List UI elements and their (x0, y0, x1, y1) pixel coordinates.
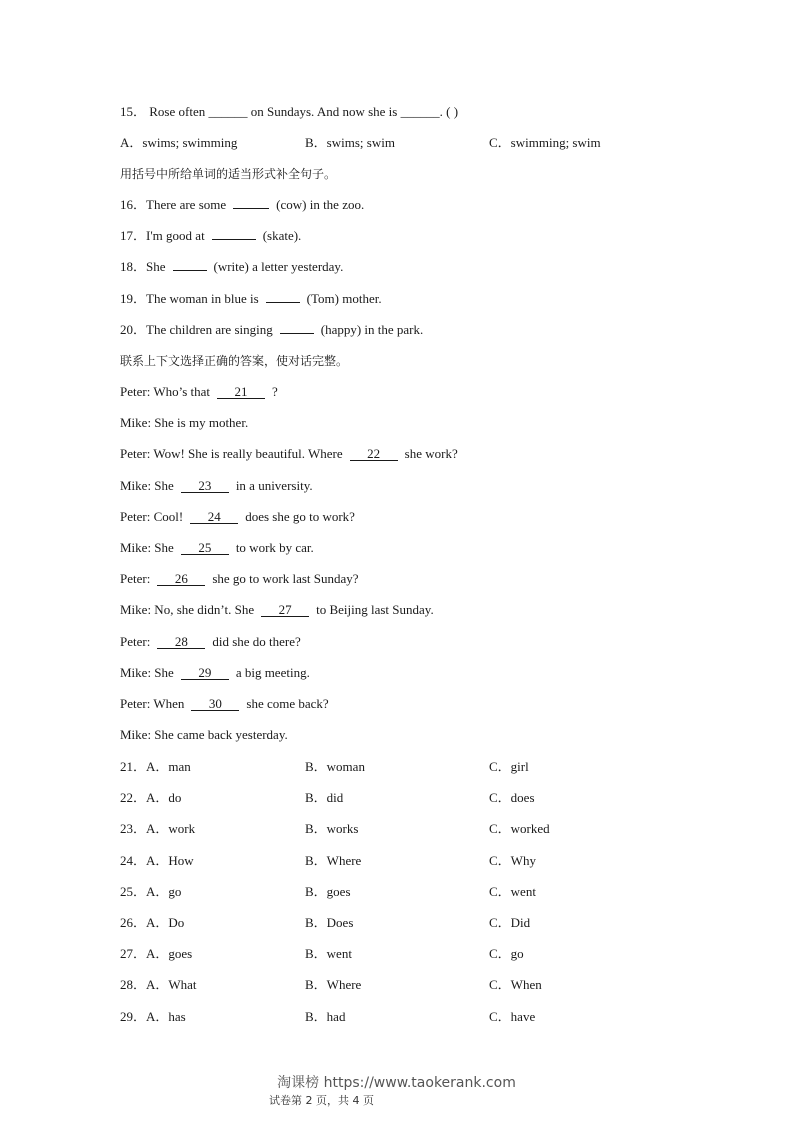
choice-option-b[interactable]: B．woman (305, 759, 365, 774)
question-number: 20． (120, 321, 147, 337)
sentence-text: She (146, 259, 166, 275)
choice-option-a[interactable]: 26．A．Do (120, 915, 185, 930)
dialog-text: she go to work last Sunday? (212, 571, 359, 587)
dialog-text: to Beijing last Sunday. (316, 602, 434, 618)
choice-option-c[interactable]: C．Why (489, 852, 536, 868)
numbered-blank[interactable]: 29 (181, 666, 229, 680)
sentence-text: The woman in blue is (146, 290, 259, 306)
hint-text: (write) a letter yesterday. (213, 259, 344, 275)
fill-item (120, 197, 364, 213)
numbered-blank[interactable]: 22 (350, 447, 398, 461)
numbered-blank[interactable]: 28 (157, 635, 205, 649)
choice-option-c[interactable]: C．worked (489, 821, 550, 837)
choice-option-a[interactable]: 24．A．How (120, 852, 194, 868)
blank[interactable]: ______ (400, 104, 440, 119)
fill-item (120, 322, 423, 338)
choice-option-b[interactable]: B．had (305, 1008, 346, 1024)
question-text: on Sundays. And now she is (250, 104, 398, 119)
answer-blank[interactable] (233, 208, 269, 209)
choice-option-c[interactable]: C．When (489, 977, 542, 993)
option-a[interactable]: A．swims; swimming (120, 135, 238, 150)
choice-option-b[interactable]: B．Does (305, 915, 354, 930)
dialog-text: Mike: She (120, 540, 174, 555)
answer-blank[interactable] (212, 239, 256, 240)
choice-option-a[interactable]: 28．A．What (120, 977, 197, 993)
dialog-line (120, 571, 359, 587)
numbered-blank[interactable]: 26 (157, 572, 205, 586)
choice-option-b[interactable]: B．works (305, 821, 359, 837)
answer-blank[interactable] (280, 333, 314, 334)
choice-option-a[interactable]: 29．A．has (120, 1008, 186, 1024)
answer-bracket: . ( ) (439, 104, 459, 119)
dialog-text: a big meeting. (235, 664, 310, 680)
dialog-line (120, 602, 434, 618)
dialog-line (120, 415, 248, 431)
question-number: 15． (120, 104, 147, 119)
hint-text: (cow) in the zoo. (276, 197, 365, 212)
choice-option-a[interactable]: 21．A．man (120, 759, 191, 774)
dialog-text: does she go to work? (245, 508, 355, 524)
watermark: 淘课榜 https://www.taokerank.com (277, 1075, 516, 1091)
dialog-line (120, 478, 313, 494)
hint-text: (skate). (262, 228, 302, 244)
dialog-text: to work by car. (235, 540, 314, 555)
choice-option-a[interactable]: 23．A．work (120, 821, 196, 837)
dialog-text: did she do there? (212, 633, 301, 649)
dialog-line (120, 727, 288, 743)
dialog-line (120, 446, 458, 462)
answer-blank[interactable] (173, 270, 207, 271)
dialog-line (120, 665, 310, 681)
sentence-text: There are some (146, 197, 227, 212)
dialog-text: Mike: She (120, 477, 174, 493)
numbered-blank[interactable]: 21 (217, 385, 265, 399)
question-number: 19． (120, 290, 147, 306)
dialog-line (120, 634, 301, 650)
dialog-line (120, 540, 314, 556)
page-number: 试卷第 2 页，共 4 页 (269, 1094, 374, 1107)
dialog-line (120, 509, 355, 525)
choice-option-a[interactable]: 25．A．go (120, 883, 182, 899)
dialog-text: Peter: Who’s that (120, 384, 211, 399)
section-heading-fill: 用括号中所给单词的适当形式补全句子。 (120, 167, 337, 181)
fill-item (120, 228, 301, 244)
fill-item (120, 259, 343, 275)
choice-option-c[interactable]: C．go (489, 946, 524, 962)
choice-option-b[interactable]: B．did (305, 790, 344, 806)
choice-option-c[interactable]: C．went (489, 883, 536, 899)
dialog-text: Peter: Wow! She is really beautiful. Where (120, 446, 343, 462)
sentence-text: The children are singing (146, 321, 273, 337)
question-number: 17． (120, 228, 147, 244)
choice-option-c[interactable]: C．have (489, 1008, 536, 1024)
numbered-blank[interactable]: 24 (190, 510, 238, 524)
section-heading-dialog: 联系上下文选择正确的答案，使对话完整。 (120, 354, 349, 368)
numbered-blank[interactable]: 27 (261, 603, 309, 617)
dialog-text: in a university. (235, 477, 313, 493)
choice-option-b[interactable]: B．Where (305, 977, 362, 993)
question-text: Rose often (149, 104, 206, 119)
dialog-text: Mike: No, she didn’t. She (120, 602, 255, 618)
question-number: 18． (120, 259, 147, 275)
answer-blank[interactable] (266, 302, 300, 303)
dialog-text: Mike: She came back yesterday. (120, 727, 288, 743)
dialog-text: Mike: She is my mother. (120, 415, 249, 431)
question-number: 16． (120, 197, 147, 212)
choice-option-b[interactable]: B．Where (305, 852, 362, 868)
sentence-text: I'm good at (146, 228, 205, 244)
hint-text: (Tom) mother. (306, 290, 382, 306)
choice-option-a[interactable]: 27．A．goes (120, 946, 193, 962)
option-c[interactable]: C．swimming; swim (489, 135, 601, 150)
numbered-blank[interactable]: 23 (181, 479, 229, 493)
dialog-text: Peter: Cool! (120, 508, 184, 524)
dialog-line (120, 696, 329, 712)
dialog-text: Mike: She (120, 664, 174, 680)
footer (0, 1072, 793, 1108)
choice-option-b[interactable]: B．went (305, 946, 352, 962)
dialog-text: Peter: When (120, 696, 185, 711)
dialog-text: she work? (404, 446, 458, 462)
dialog-text: Peter: (120, 571, 151, 587)
choice-option-a[interactable]: 22．A．do (120, 790, 182, 806)
choice-option-c[interactable]: C．girl (489, 759, 529, 774)
option-b[interactable]: B．swims; swim (305, 135, 395, 150)
dialog-text: ? (272, 384, 278, 399)
question-15 (120, 104, 458, 120)
numbered-blank[interactable]: 25 (181, 541, 229, 555)
dialog-line (120, 384, 278, 400)
numbered-blank[interactable]: 30 (191, 697, 239, 711)
choice-option-b[interactable]: B．goes (305, 883, 351, 899)
choice-option-c[interactable]: C．does (489, 790, 535, 806)
blank[interactable]: ______ (208, 104, 248, 119)
dialog-text: Peter: (120, 633, 151, 649)
dialog-text: she come back? (246, 696, 329, 711)
hint-text: (happy) in the park. (320, 321, 424, 337)
choice-option-c[interactable]: C．Did (489, 915, 531, 930)
fill-item (120, 291, 382, 307)
